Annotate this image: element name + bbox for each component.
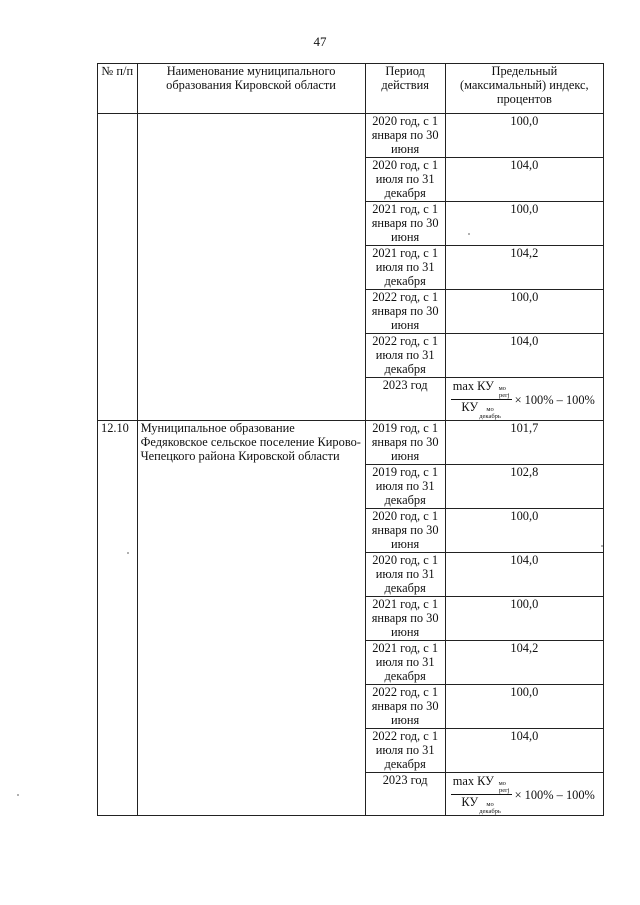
formula-top-sub: регj (498, 787, 510, 794)
index-value: 100,0 (445, 509, 603, 553)
formula-denominator: КУ (461, 795, 479, 809)
formula-top-sup: мо (498, 780, 506, 787)
header-num: № п/п (98, 64, 138, 114)
period-cell: 2020 год, с 1 января по 30 июня (365, 509, 445, 553)
formula-tail: × 100% – 100% (514, 393, 595, 407)
scan-speck (127, 552, 129, 554)
header-name: Наименование муниципального образования Кировской области (137, 64, 365, 114)
index-value: 100,0 (445, 290, 603, 334)
period-cell: 2023 год (365, 378, 445, 421)
period-cell: 2020 год, с 1 июля по 31 декабря (365, 553, 445, 597)
page-number: 47 (313, 34, 327, 49)
formula-numerator: max КУ (452, 774, 494, 788)
scan-speck (601, 545, 603, 547)
formula-bot-sup: мо (486, 406, 494, 413)
period-cell: 2022 год, с 1 января по 30 июня (365, 290, 445, 334)
index-formula-cell (445, 773, 603, 816)
index-value: 104,2 (445, 641, 603, 685)
period-cell: 2021 год, с 1 июля по 31 декабря (365, 641, 445, 685)
scan-speck (468, 233, 470, 235)
table-row (98, 421, 604, 465)
formula-top-sub: регj (498, 392, 510, 399)
formula-bot-sup: мо (486, 801, 494, 808)
period-cell: 2020 год, с 1 июля по 31 декабря (365, 158, 445, 202)
formula-denominator: КУ (461, 400, 479, 414)
index-value: 104,0 (445, 334, 603, 378)
index-formula-cell (445, 378, 603, 421)
index-value: 100,0 (445, 597, 603, 641)
period-cell: 2019 год, с 1 июля по 31 декабря (365, 465, 445, 509)
index-value: 101,7 (445, 421, 603, 465)
municipality-name (137, 114, 365, 421)
index-value: 104,2 (445, 246, 603, 290)
index-value: 104,0 (445, 729, 603, 773)
index-value: 104,0 (445, 553, 603, 597)
formula-top-sup: мо (498, 385, 506, 392)
header-period: Период действия (365, 64, 445, 114)
formula-tail: × 100% – 100% (514, 788, 595, 802)
row-number (98, 114, 138, 421)
index-formula (449, 775, 600, 815)
scan-speck (17, 794, 19, 796)
period-cell: 2022 год, с 1 июля по 31 декабря (365, 334, 445, 378)
period-cell: 2021 год, с 1 июля по 31 декабря (365, 246, 445, 290)
period-cell: 2021 год, с 1 января по 30 июня (365, 597, 445, 641)
period-cell: 2023 год (365, 773, 445, 816)
period-cell: 2021 год, с 1 января по 30 июня (365, 202, 445, 246)
period-cell: 2020 год, с 1 января по 30 июня (365, 114, 445, 158)
tariff-index-table (97, 63, 604, 816)
index-value: 102,8 (445, 465, 603, 509)
period-cell: 2019 год, с 1 января по 30 июня (365, 421, 445, 465)
period-cell: 2022 год, с 1 января по 30 июня (365, 685, 445, 729)
index-formula (449, 380, 600, 420)
index-value: 104,0 (445, 158, 603, 202)
index-value: 100,0 (445, 114, 603, 158)
formula-bot-sub: декабрь (479, 413, 501, 420)
formula-bot-sub: декабрь (479, 808, 501, 815)
municipality-name: Муниципальное образование Федяковское сельское поселение Кирово-Чепецкого района Кировской области (137, 421, 365, 816)
formula-numerator: max КУ (452, 379, 494, 393)
row-number: 12.10 (98, 421, 138, 816)
header-index: Предельный (максимальный) индекс, процентов (445, 64, 603, 114)
table-header-row (98, 64, 604, 114)
table-row (98, 114, 604, 158)
period-cell: 2022 год, с 1 июля по 31 декабря (365, 729, 445, 773)
index-value: 100,0 (445, 202, 603, 246)
index-value: 100,0 (445, 685, 603, 729)
